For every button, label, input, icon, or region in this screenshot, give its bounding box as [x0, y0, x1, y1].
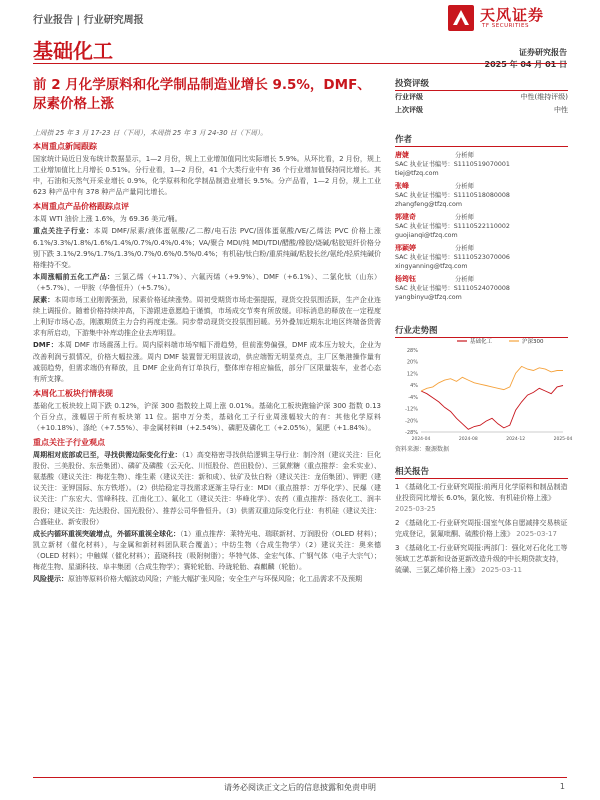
- dmf-label: DMF：: [33, 341, 58, 350]
- author-title: 分析师: [455, 152, 474, 159]
- rating-row-previous: [395, 104, 568, 117]
- authors-box: [395, 133, 568, 302]
- logo-mark-icon: [448, 5, 474, 31]
- report-date: 2025 年 04 月 01 日: [484, 60, 567, 69]
- author-cert: SAC 执业证书编号：S1110523070006: [395, 254, 510, 261]
- period-note: 上周指 25 年 3 月 17-23 日（下周），本周指 25 年 3 月 24-30 日（下周）。: [33, 129, 268, 137]
- author-title: 分析师: [455, 183, 474, 190]
- disclaimer-footer: 请务必阅读正文之后的信息披露和免责申明: [224, 783, 376, 792]
- author-entry: [395, 275, 568, 302]
- urea-text: 本周市场工业刚需强劲，尿素价格延续涨势。周初受期货市场走强提振，现货交投氛围活跃，生产企业连续上调报价。随着价格持续冲高，下游跟进意愿趋于谨慎，市场成交节奏有所放缓。印标消息的释放在一定程度上利好市场心态，刚激期货主力合约再度走强。同步带动现货交投氛围回暖。另外叠加近期东北地区终端备货需求有所启动，下游集中补库动推企业去库明显。: [33, 296, 381, 338]
- tf-securities-logo: [448, 2, 568, 36]
- related-box: [395, 465, 568, 576]
- author-name: 唐婕: [395, 151, 409, 159]
- urea-paragraph: [33, 295, 381, 339]
- related-report-item[interactable]: [395, 543, 568, 576]
- report-title: 前 2 月化学原料和化学制品制造业增长 9.5%，DMF、尿素价格上涨: [33, 77, 371, 112]
- section-heading-news: 本周重点新闻跟踪: [33, 142, 97, 151]
- author-email[interactable]: guojianqi@tfzq.com: [395, 232, 458, 239]
- related-heading: 相关报告: [395, 465, 568, 479]
- top-gainers-text: 三氯乙烯（+11.7%）、六氟丙烯（+9.9%）、DMF（+6.1%）、二氯化钛（山东）（+5.7%）、一甲胺（华鲁恒升）（+5.7%）。: [33, 272, 382, 292]
- header-divider: [33, 63, 567, 64]
- risk-label: 风险提示：: [33, 575, 68, 584]
- cycle-paragraph: [33, 450, 381, 528]
- author-title: 分析师: [455, 245, 474, 252]
- chart-source: 资料来源：聚源数据: [395, 446, 450, 453]
- author-cert: SAC 执业证书编号：S1110518080008: [395, 192, 510, 199]
- author-email[interactable]: tiej@tfzq.com: [395, 170, 439, 177]
- author-entry: [395, 151, 568, 178]
- logo-name: 天风证券: [480, 6, 545, 24]
- top-gainers-label: 本周涨幅前五化工产品：: [33, 272, 115, 281]
- urea-label: 尿素：: [33, 296, 55, 305]
- industry-title: 基础化工: [33, 39, 113, 63]
- risk-paragraph: [33, 574, 381, 585]
- related-report-item[interactable]: [395, 482, 568, 515]
- subsector-paragraph: [33, 226, 381, 270]
- subsector-text: 本周 DMF/尿素/液体蛋氨酸/乙二醇/电石法 PVC/固体蛋氨酸/VE/乙烯法 PVC 价格上涨 6.1%/3.3%/1.8%/1.6%/1.4%/0.7%/0.4%/0.4%；VA/聚合 MDI/纯 MDI/TDI/醋酸/橡胶/烧碱/粘胶短纤价格分别下跌 3.1%/2.9%/1.7%/1.3%/0.7%/0.6%/0.5%/0.4%；有机硅/钛白粉/重质纯碱/粘胶长丝/氨纶/轻质纯碱价格维持不变。: [33, 227, 382, 269]
- growth-label: 成长内循环重视突破增点，外循环重视全球化：: [33, 529, 181, 538]
- rating-value: 中性(维持评级): [520, 93, 568, 101]
- cycle-label: 周期相对底部或已至，寻找供需边际变化行业：: [33, 451, 182, 460]
- related-report-text[interactable]: 3 《基础化工-行业研究周报:两部门：强化对石化化工等领域工艺革新和设备更新改造升级的中长期贷款支持，硫磺、三氯乙烯价格上涨》: [395, 544, 568, 574]
- footer-divider: [33, 777, 567, 778]
- related-report-text[interactable]: 1 《基础化工-行业研究周报:前两月化学原料和制品制造业投资同比增长 6.0%，氯化铵、有机硅价格上涨》: [395, 483, 568, 502]
- related-report-date: 2025-03-25: [395, 505, 436, 513]
- dmf-text: 本周 DMF 市场震荡上行。周内原料端市场窄幅下滑趋势，但前涨势偏强，DMF 成本压力较大，企业为改善利润亏损情况，价格大幅拉涨。周内 DMF 装置智无明显波动，供应端暂无明显亮点，主厂区集港操作量有减弱趋势，但需求端仍有释放，且 DMF 企业尚有订单执行，整体库存相应偏低，部分厂区限量装车，业者心态有所支撑。: [33, 341, 381, 383]
- y-tick-label: -28%: [405, 430, 418, 436]
- author-email[interactable]: zhangfeng@tfzq.com: [395, 201, 462, 208]
- top-gainers-paragraph: [33, 272, 381, 294]
- rating-heading: 投资评级: [395, 77, 568, 91]
- trend-heading: 行业走势图: [395, 324, 568, 338]
- related-report-item[interactable]: [395, 518, 568, 540]
- related-report-text[interactable]: 2 《基础化工-行业研究周报:国室气体自愿减排交易核证完成登记，氯氟吡酮、硫酸价格上涨》: [395, 519, 568, 538]
- author-name: 邢颖婷: [395, 244, 416, 252]
- author-email[interactable]: yangbinyu@tfzq.com: [395, 294, 462, 301]
- related-report-date: 2025-03-11: [481, 566, 522, 574]
- risk-text: 原油等原料价格大幅波动风险；产能大幅扩张风险；安全生产与环保风险；化工品需求不及预期: [68, 575, 362, 584]
- authors-heading: 作者: [395, 133, 568, 147]
- legend-label: 基础化工: [470, 339, 493, 345]
- page-number: 1: [559, 782, 565, 791]
- dmf-paragraph: [33, 340, 381, 384]
- author-entry: [395, 182, 568, 209]
- section-heading-market: 本周化工板块行情表现: [33, 388, 113, 398]
- industry-trend-chart: [395, 336, 573, 446]
- report-type: 证券研究报告: [519, 48, 567, 57]
- y-tick-label: -12%: [405, 406, 418, 413]
- related-report-date: 2025-03-17: [516, 530, 557, 538]
- author-email[interactable]: xingyanning@tfzq.com: [395, 263, 468, 270]
- market-paragraph: 基础化工板块较上周下跌 0.12%，沪深 300 指数较上周上涨 0.01%。基础化工板块跑输沪深 300 指数 0.13 个百分点，涨幅居于所有板块第 11 位。据申万分类，基础化工子行业周涨幅较大的有：其他化学原料（+10.18%）、涤纶（+7.55%）、非金属材料Ⅲ（+2.54%）、磷肥及磷化工（+2.05%），氮肥（+1.84%）。: [33, 401, 381, 432]
- x-tick-label: 2024-12: [506, 437, 526, 442]
- series-line-1: [421, 366, 563, 391]
- x-tick-label: 2024-08: [458, 437, 478, 442]
- main-content: [33, 128, 381, 585]
- author-entry: [395, 213, 568, 240]
- author-title: 分析师: [455, 214, 474, 221]
- author-cert: SAC 执业证书编号：S1110524070008: [395, 285, 510, 292]
- logo-english-name: TF SECURITIES: [482, 23, 529, 29]
- y-tick-label: 28%: [406, 348, 418, 354]
- rating-box: [395, 77, 568, 117]
- series-line-0: [421, 386, 563, 430]
- growth-paragraph: [33, 529, 381, 573]
- rating-key: 行业评级: [395, 93, 423, 101]
- section-heading-views: 重点关注子行业观点: [33, 438, 105, 448]
- report-category-tag: 行业报告 | 行业研究周报: [33, 15, 144, 26]
- x-tick-label: 2025-04: [553, 437, 573, 442]
- news-paragraph: 国家统计局近日发布统计数据显示，1—2 月份，规上工业增加值同比实际增长 5.9%。从环比看，2 月份，规上工业增加值比上月增长 0.51%。分行业看，1—2 月份，41 个大类行业中有 36 个行业增加值保持同比增长。其中，石油和天然气开采业增长 0.9%，化学原料和化学制品制造业增长 9.5%。分产品看，1—2 月份，规上工业 623 种产品中有 378 种产品产量同比增长。: [33, 155, 381, 197]
- rating-key: 上次评级: [395, 106, 423, 114]
- subsector-label: 重点关注子行业：: [33, 227, 94, 236]
- legend-label: 沪深300: [522, 339, 544, 345]
- author-entry: [395, 244, 568, 271]
- x-tick-label: 2024-04: [411, 437, 431, 442]
- author-name: 杨筠钰: [395, 275, 416, 283]
- rating-row-industry: [395, 91, 568, 104]
- cycle-text: （1）高变格密寻找供给逻辑主导行业：制冷剂（建议关注：巨化股份、三美股份、东岳集团）、磷矿及磷酸（云天化、川恒股份、芭田股份）、三氯蔗糖（重点推荐：金禾实业）、氨基酸（建议关注：梅花生物）、维生素（建议关注：新和成）、钛矿及钛白粉（建议关注：龙佰集团）、钾肥（建议关注：亚钾国际、东方铁塔）。（2）供给稳定寻找需求逐渐主导行业：MDI（重点推荐：万华化学）、民爆（建议关注：广东宏大、雪峰科技、江南化工）、氟化工（建议关注：华峰化学）、农药（重点推荐：扬农化工、润丰股份；建议关注：先达股份、国光股份）、推荐公司华鲁恒升。（3）供需双重边际变化行业：有机硅（建议关注：合盛硅业、新安股份）: [33, 451, 381, 526]
- wti-paragraph: 本周 WTI 油价上涨 1.6%，为 69.36 美元/桶。: [33, 215, 182, 224]
- author-name: 郭建奇: [395, 213, 416, 221]
- growth-text: （1）重点推荐：莱特光电、瑞联新材、万润股份（OLED 材料）；凯立新材（催化材料），与金属和新材料团队联合覆盖）；中纺生物（合成生物学）（2）建议关注：奥来德（OLED 材料）；中触媒（催化材料）；蓝晓科技（吸附树脂）；华特气体、金宏气体、广钢气体（电子大宗气）；梅花生物、星湖科技、阜丰集团（合成生物学）；赛轮轮胎、玲珑轮胎、森麒麟（轮胎）。: [33, 529, 382, 571]
- author-name: 张峰: [395, 182, 409, 190]
- rating-value: 中性: [554, 106, 568, 114]
- y-tick-label: 4%: [410, 383, 418, 390]
- y-tick-label: -20%: [405, 418, 418, 425]
- y-tick-label: -4%: [408, 394, 418, 401]
- y-tick-label: 20%: [406, 359, 418, 366]
- author-cert: SAC 执业证书编号：S1110522110002: [395, 223, 510, 230]
- section-heading-prices: 本周重点产品价格跟踪点评: [33, 202, 129, 212]
- author-cert: SAC 执业证书编号：S1110519070001: [395, 161, 510, 168]
- author-title: 分析师: [455, 276, 474, 283]
- y-tick-label: 12%: [406, 371, 418, 378]
